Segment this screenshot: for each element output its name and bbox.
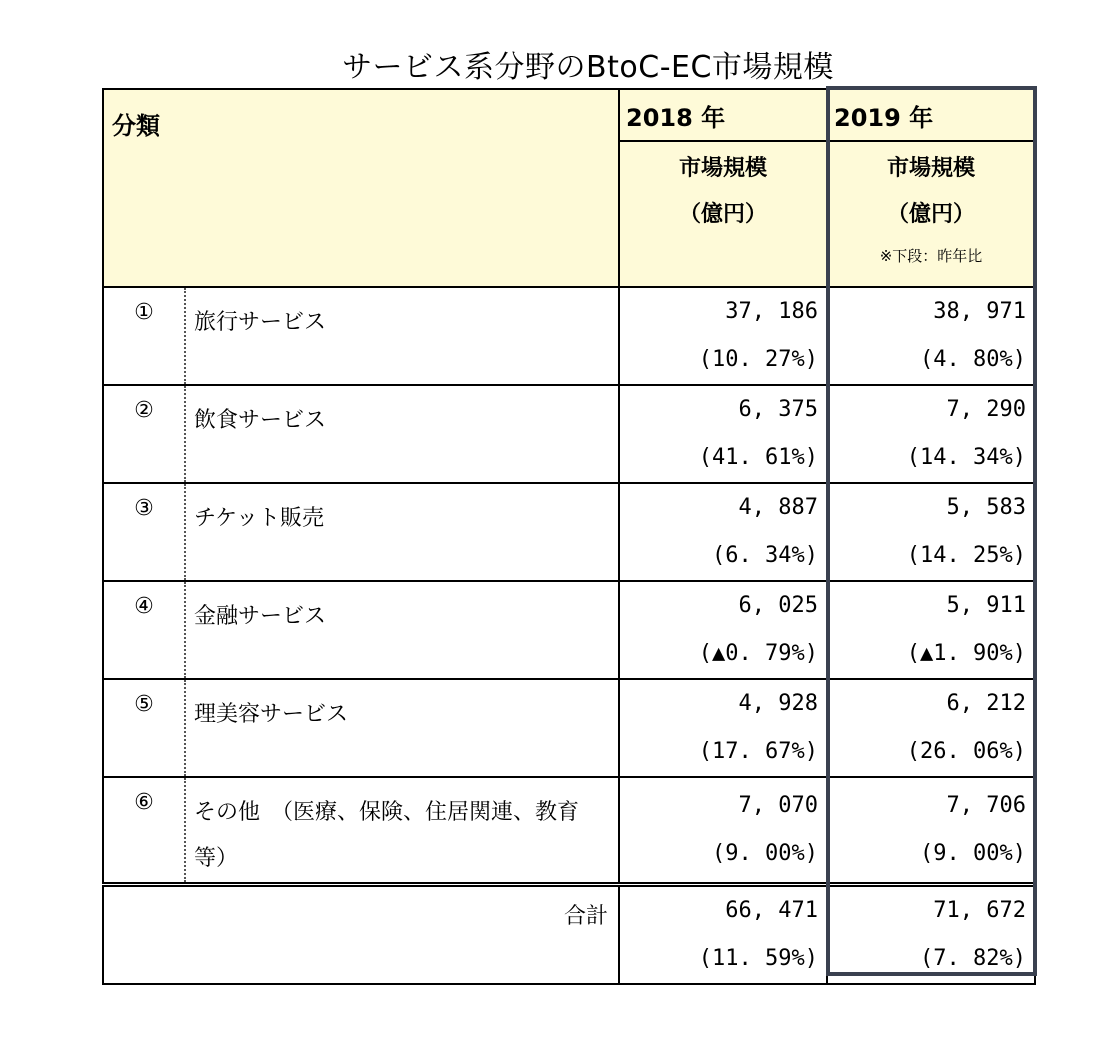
market-size-table bbox=[102, 88, 1034, 970]
row-category: その他 （医療、保険、住居関連、教育等） bbox=[185, 777, 619, 885]
table-row bbox=[103, 287, 1035, 385]
yoy-2019: (4. 80%) bbox=[920, 347, 1026, 372]
value-2018: 4, 887 bbox=[738, 495, 818, 520]
table-row bbox=[103, 679, 1035, 777]
table-row bbox=[103, 777, 1035, 885]
row-number: ③ bbox=[103, 483, 185, 581]
yoy-note: ※下段：昨年比 bbox=[879, 247, 983, 265]
table-row bbox=[103, 385, 1035, 483]
row-2018 bbox=[619, 385, 827, 483]
metric-header-2019 bbox=[827, 141, 1035, 287]
total-2018 bbox=[619, 885, 827, 985]
value-2018: 7, 070 bbox=[738, 793, 818, 818]
row-number: ① bbox=[103, 287, 185, 385]
value-2018: 37, 186 bbox=[725, 299, 818, 324]
row-category: 理美容サービス bbox=[185, 679, 619, 777]
row-2019 bbox=[827, 287, 1035, 385]
yoy-2018: (41. 61%) bbox=[698, 445, 818, 470]
row-2019 bbox=[827, 679, 1035, 777]
row-category: チケット販売 bbox=[185, 483, 619, 581]
yoy-2019: (▲1. 90%) bbox=[906, 641, 1026, 666]
row-category: 飲食サービス bbox=[185, 385, 619, 483]
metric-header-2018 bbox=[619, 141, 827, 287]
total-label: 合計 bbox=[103, 885, 619, 985]
total-value-2019: 71, 672 bbox=[933, 898, 1026, 923]
row-category: 旅行サービス bbox=[185, 287, 619, 385]
table-body bbox=[103, 287, 1035, 885]
row-2019 bbox=[827, 777, 1035, 885]
row-2019 bbox=[827, 385, 1035, 483]
total-value-2018: 66, 471 bbox=[725, 898, 818, 923]
yoy-2019: (26. 06%) bbox=[906, 739, 1026, 764]
value-2019: 7, 290 bbox=[946, 397, 1026, 422]
metric-label-2018: 市場規模 bbox=[678, 156, 767, 181]
value-2019: 5, 583 bbox=[946, 495, 1026, 520]
yoy-2018: (17. 67%) bbox=[698, 739, 818, 764]
value-2018: 4, 928 bbox=[738, 691, 818, 716]
year-2018-header: 2018 年 bbox=[619, 89, 827, 141]
table-row bbox=[103, 483, 1035, 581]
yoy-2018: (9. 00%) bbox=[712, 841, 818, 866]
table-title: サービス系分野のBtoC-EC市場規模 bbox=[342, 50, 834, 85]
yoy-2018: (6. 34%) bbox=[712, 543, 818, 568]
total-row bbox=[103, 885, 1035, 985]
yoy-2019: (9. 00%) bbox=[920, 841, 1026, 866]
yoy-2018: (▲0. 79%) bbox=[698, 641, 818, 666]
yoy-2018: (10. 27%) bbox=[698, 347, 818, 372]
row-2018 bbox=[619, 483, 827, 581]
row-2019 bbox=[827, 581, 1035, 679]
value-2018: 6, 025 bbox=[738, 593, 818, 618]
table-row bbox=[103, 581, 1035, 679]
row-number: ④ bbox=[103, 581, 185, 679]
row-2018 bbox=[619, 287, 827, 385]
unit-label-2019: （億円） bbox=[886, 202, 975, 227]
yoy-2019: (14. 25%) bbox=[906, 543, 1026, 568]
total-yoy-2018: (11. 59%) bbox=[698, 946, 818, 971]
value-2019: 7, 706 bbox=[946, 793, 1026, 818]
row-2018 bbox=[619, 581, 827, 679]
row-number: ② bbox=[103, 385, 185, 483]
value-2019: 38, 971 bbox=[933, 299, 1026, 324]
row-number: ⑥ bbox=[103, 777, 185, 885]
value-2019: 6, 212 bbox=[946, 691, 1026, 716]
unit-label-2018: （億円） bbox=[678, 202, 767, 227]
yoy-2019: (14. 34%) bbox=[906, 445, 1026, 470]
row-2018 bbox=[619, 679, 827, 777]
row-2019 bbox=[827, 483, 1035, 581]
row-category: 金融サービス bbox=[185, 581, 619, 679]
category-header: 分類 bbox=[103, 89, 619, 287]
value-2019: 5, 911 bbox=[946, 593, 1026, 618]
year-2019-header: 2019 年 bbox=[827, 89, 1035, 141]
row-2018 bbox=[619, 777, 827, 885]
total-2019 bbox=[827, 885, 1035, 985]
row-number: ⑤ bbox=[103, 679, 185, 777]
value-2018: 6, 375 bbox=[738, 397, 818, 422]
metric-label-2019: 市場規模 bbox=[886, 156, 975, 181]
total-yoy-2019: (7. 82%) bbox=[920, 946, 1026, 971]
